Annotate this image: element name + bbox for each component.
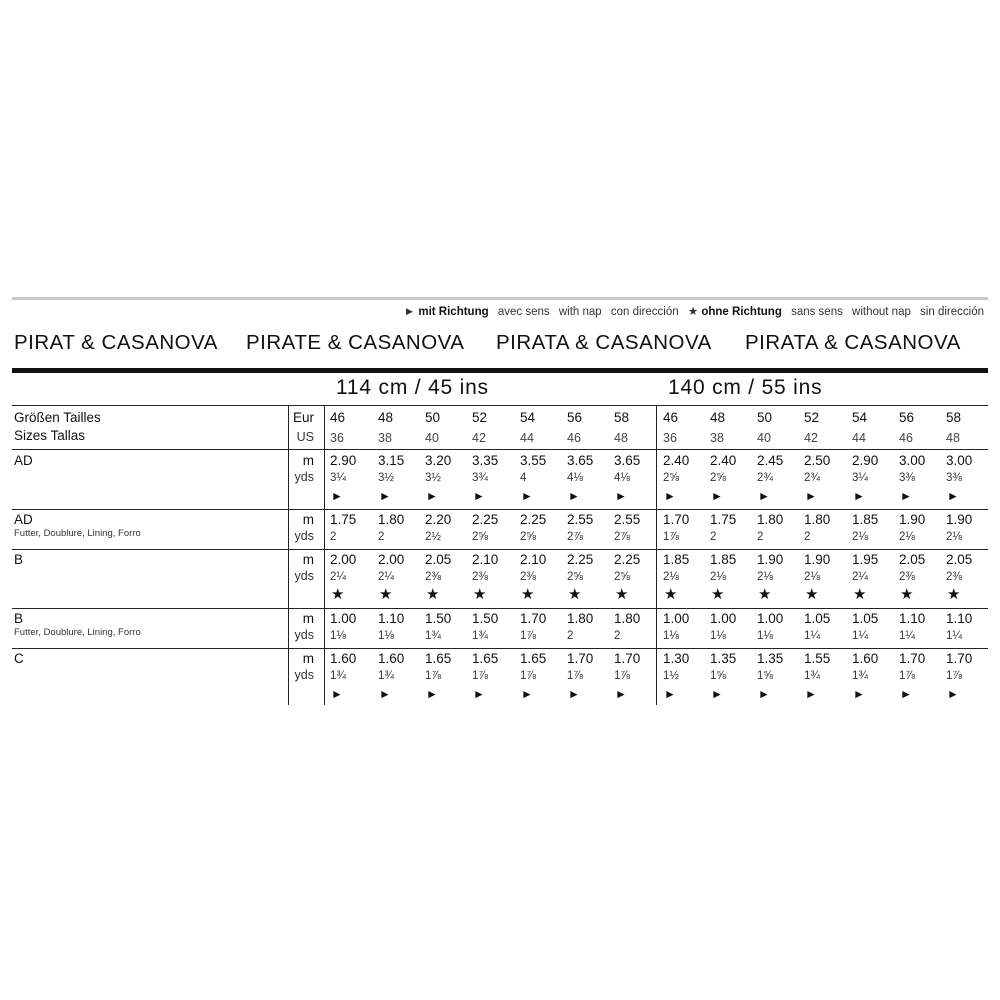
row-label: B: [14, 552, 24, 567]
meters-value: 1.75: [330, 512, 357, 527]
eur-size: 50: [757, 410, 773, 425]
yards-value: 2¼: [330, 571, 346, 583]
meters-value: 1.90: [946, 512, 973, 527]
unit-yds: yds: [294, 470, 314, 484]
eur-size: 54: [520, 410, 536, 425]
without-nap-icon: ★: [711, 586, 725, 603]
with-nap-icon: ►: [331, 687, 343, 701]
unit-yds: yds: [294, 628, 314, 642]
meters-value: 1.65: [472, 651, 499, 666]
yards-value: 2⅝: [614, 571, 630, 583]
unit-m: m: [302, 552, 314, 567]
without-nap-icon: ★: [379, 586, 393, 603]
without-nap-symbol: ★: [687, 306, 699, 318]
without-nap-es: sin dirección: [920, 306, 984, 318]
yards-value: 2⅞: [567, 531, 583, 543]
with-nap-icon: ►: [900, 687, 912, 701]
with-nap-icon: ►: [805, 489, 817, 503]
yards-value: 2: [567, 630, 574, 642]
meters-value: 1.00: [710, 611, 737, 626]
without-nap-en: without nap: [852, 306, 911, 318]
yards-value: 2½: [425, 531, 441, 543]
yards-value: 1⅞: [946, 670, 962, 682]
meters-value: 2.25: [472, 512, 499, 527]
yards-value: 2⅞: [614, 531, 630, 543]
meters-value: 1.10: [946, 611, 973, 626]
with-nap-icon: ►: [426, 687, 438, 701]
meters-value: 2.00: [330, 552, 357, 567]
yards-value: 1½: [663, 670, 679, 682]
yards-value: 2⅛: [946, 531, 962, 543]
yards-value: 1¾: [852, 670, 868, 682]
meters-value: 3.20: [425, 453, 452, 468]
with-nap-icon: ►: [711, 489, 723, 503]
unit-m: m: [302, 453, 314, 468]
yards-value: 2: [757, 531, 764, 543]
meters-value: 3.00: [899, 453, 926, 468]
eur-label: Eur: [292, 410, 314, 425]
yards-value: 1⅛: [378, 630, 394, 642]
meters-value: 2.40: [663, 453, 690, 468]
with-nap-icon: ►: [711, 687, 723, 701]
eur-size: 48: [378, 410, 394, 425]
unit-yds: yds: [294, 569, 314, 583]
yards-value: 1⅞: [520, 670, 536, 682]
meters-value: 3.15: [378, 453, 405, 468]
us-size: 36: [663, 431, 677, 445]
yards-value: 3¼: [330, 472, 346, 484]
eur-size: 48: [710, 410, 726, 425]
meters-value: 2.25: [614, 552, 641, 567]
meters-value: 1.70: [614, 651, 641, 666]
yards-value: 1¾: [330, 670, 346, 682]
yards-value: 1⅞: [425, 670, 441, 682]
meters-value: 1.05: [804, 611, 831, 626]
meters-value: 1.00: [757, 611, 784, 626]
us-size: 48: [946, 431, 960, 445]
eur-size: 52: [472, 410, 488, 425]
meters-value: 1.65: [520, 651, 547, 666]
meters-value: 2.25: [567, 552, 594, 567]
title-it: PIRATA & CASANOVA: [745, 331, 961, 354]
meters-value: 2.45: [757, 453, 784, 468]
yards-value: 1⅞: [520, 630, 536, 642]
meters-value: 3.35: [472, 453, 499, 468]
yards-value: 2⅝: [710, 472, 726, 484]
meters-value: 1.35: [710, 651, 737, 666]
fabric-width-114: 114 cm / 45 ins: [336, 376, 489, 399]
meters-value: 2.05: [425, 552, 452, 567]
yards-value: 4⅛: [614, 472, 630, 484]
row-divider: [12, 608, 988, 609]
meters-value: 2.55: [614, 512, 641, 527]
with-nap-icon: ►: [473, 489, 485, 503]
eur-size: 46: [330, 410, 346, 425]
meters-value: 1.10: [899, 611, 926, 626]
meters-value: 1.80: [567, 611, 594, 626]
row-divider: [12, 648, 988, 649]
yards-value: 4: [520, 472, 527, 484]
fabric-width-divider: [656, 405, 657, 705]
meters-value: 1.30: [663, 651, 690, 666]
us-size: 46: [899, 431, 913, 445]
label-column-divider: [288, 405, 289, 705]
with-nap-icon: ►: [947, 687, 959, 701]
yards-value: 1⅞: [614, 670, 630, 682]
meters-value: 1.50: [472, 611, 499, 626]
yards-value: 1⅝: [757, 670, 773, 682]
meters-value: 3.65: [614, 453, 641, 468]
meters-value: 2.00: [378, 552, 405, 567]
with-nap-icon: ►: [664, 489, 676, 503]
yards-value: 3⅜: [899, 472, 915, 484]
without-nap-icon: ★: [473, 586, 487, 603]
us-size: 38: [378, 431, 392, 445]
with-nap-icon: ►: [568, 489, 580, 503]
with-nap-icon: ►: [758, 489, 770, 503]
with-nap-symbol: ►: [403, 306, 416, 318]
with-nap-icon: ►: [947, 489, 959, 503]
without-nap-icon: ★: [947, 586, 961, 603]
unit-m: m: [302, 611, 314, 626]
size-label-line2: Sizes Tallas: [14, 428, 86, 443]
yards-value: 1¼: [946, 630, 962, 642]
us-size: 48: [614, 431, 628, 445]
eur-size: 58: [614, 410, 630, 425]
meters-value: 2.05: [946, 552, 973, 567]
without-nap-icon: ★: [521, 586, 535, 603]
us-size: 44: [520, 431, 534, 445]
row-label: AD: [14, 512, 33, 527]
us-label: US: [296, 430, 314, 444]
meters-value: 2.10: [472, 552, 499, 567]
meters-value: 1.80: [804, 512, 831, 527]
meters-value: 1.05: [852, 611, 879, 626]
meters-value: 1.85: [663, 552, 690, 567]
with-nap-icon: ►: [426, 489, 438, 503]
row-divider: [12, 509, 988, 510]
without-nap-icon: ★: [805, 586, 819, 603]
with-nap-icon: ►: [331, 489, 343, 503]
yards-value: 1¾: [804, 670, 820, 682]
with-nap-es: con dirección: [610, 306, 679, 318]
without-nap-de: ohne Richtung: [701, 306, 782, 318]
meters-value: 1.60: [852, 651, 879, 666]
without-nap-icon: ★: [900, 586, 914, 603]
meters-value: 1.70: [663, 512, 690, 527]
yards-value: 2: [804, 531, 811, 543]
meters-value: 1.35: [757, 651, 784, 666]
meters-value: 1.80: [614, 611, 641, 626]
yards-value: 2⅝: [663, 472, 679, 484]
with-nap-en: with nap: [558, 306, 602, 318]
yards-value: 2: [614, 630, 621, 642]
meters-value: 1.00: [330, 611, 357, 626]
yards-value: 2¾: [757, 472, 773, 484]
yards-value: 1⅛: [330, 630, 346, 642]
yards-value: 2⅜: [520, 571, 536, 583]
us-size: 46: [567, 431, 581, 445]
yards-value: 2⅛: [663, 571, 679, 583]
with-nap-icon: ►: [805, 687, 817, 701]
fabric-width-140: 140 cm / 55 ins: [668, 376, 823, 399]
yards-value: 2⅛: [804, 571, 820, 583]
without-nap-icon: ★: [758, 586, 772, 603]
yards-value: 2⅛: [852, 531, 868, 543]
yards-value: 1⅝: [710, 670, 726, 682]
header-bottom-line: [12, 449, 988, 450]
meters-value: 1.50: [425, 611, 452, 626]
yards-value: 2⅜: [425, 571, 441, 583]
row-label: AD: [14, 453, 33, 468]
row-sublabel: Futter, Doublure, Lining, Forro: [14, 528, 141, 539]
yards-value: 1⅞: [663, 531, 679, 543]
yards-value: 2⅜: [946, 571, 962, 583]
without-nap-icon: ★: [664, 586, 678, 603]
meters-value: 1.90: [899, 512, 926, 527]
meters-value: 1.70: [946, 651, 973, 666]
meters-value: 1.55: [804, 651, 831, 666]
us-size: 44: [852, 431, 866, 445]
yards-value: 1¾: [472, 630, 488, 642]
meters-value: 1.80: [378, 512, 405, 527]
title-es: PIRATA & CASANOVA: [496, 331, 712, 354]
row-divider: [12, 549, 988, 550]
meters-value: 1.00: [663, 611, 690, 626]
eur-size: 56: [899, 410, 915, 425]
with-nap-icon: ►: [379, 489, 391, 503]
with-nap-fr: avec sens: [497, 306, 550, 318]
meters-value: 1.85: [852, 512, 879, 527]
yards-value: 3½: [378, 472, 394, 484]
meters-value: 1.95: [852, 552, 879, 567]
with-nap-icon: ►: [521, 687, 533, 701]
unit-yds: yds: [294, 668, 314, 682]
meters-value: 1.60: [330, 651, 357, 666]
top-rule: [12, 297, 988, 300]
unit-column-divider: [324, 405, 325, 705]
yards-value: 1⅛: [710, 630, 726, 642]
meters-value: 2.20: [425, 512, 452, 527]
yards-value: 3¾: [472, 472, 488, 484]
yards-value: 3¼: [852, 472, 868, 484]
us-size: 38: [710, 431, 724, 445]
yards-value: 2⅜: [472, 571, 488, 583]
meters-value: 3.55: [520, 453, 547, 468]
meters-value: 2.90: [330, 453, 357, 468]
meters-value: 1.75: [710, 512, 737, 527]
meters-value: 2.10: [520, 552, 547, 567]
yards-value: 2: [710, 531, 717, 543]
yards-value: 2⅛: [899, 531, 915, 543]
us-size: 42: [804, 431, 818, 445]
yards-value: 2⅜: [899, 571, 915, 583]
meters-value: 3.00: [946, 453, 973, 468]
meters-value: 1.80: [757, 512, 784, 527]
without-nap-icon: ★: [853, 586, 867, 603]
with-nap-icon: ►: [521, 489, 533, 503]
with-nap-icon: ►: [758, 687, 770, 701]
meters-value: 2.55: [567, 512, 594, 527]
meters-value: 1.70: [520, 611, 547, 626]
with-nap-icon: ►: [568, 687, 580, 701]
yards-value: 1⅞: [472, 670, 488, 682]
without-nap-fr: sans sens: [791, 306, 843, 318]
yards-value: 1⅞: [567, 670, 583, 682]
yards-value: 1¾: [378, 670, 394, 682]
meters-value: 2.05: [899, 552, 926, 567]
meters-value: 1.85: [710, 552, 737, 567]
yards-value: 2⅝: [567, 571, 583, 583]
yards-value: 2¼: [378, 571, 394, 583]
yards-value: 2: [330, 531, 337, 543]
with-nap-icon: ►: [473, 687, 485, 701]
yards-value: 4⅛: [567, 472, 583, 484]
yards-value: 1¼: [899, 630, 915, 642]
meters-value: 1.70: [899, 651, 926, 666]
us-size: 42: [472, 431, 486, 445]
yards-value: 2⅝: [472, 531, 488, 543]
with-nap-icon: ►: [615, 687, 627, 701]
yards-value: 1¾: [425, 630, 441, 642]
meters-value: 2.25: [520, 512, 547, 527]
size-label-line1: Größen Tailles: [14, 410, 101, 425]
with-nap-icon: ►: [900, 489, 912, 503]
row-label: C: [14, 651, 24, 666]
yards-value: 2: [378, 531, 385, 543]
yards-value: 3½: [425, 472, 441, 484]
meters-value: 1.65: [425, 651, 452, 666]
meters-value: 3.65: [567, 453, 594, 468]
meters-value: 1.90: [757, 552, 784, 567]
yards-value: 2⅝: [520, 531, 536, 543]
grid-top-line: [12, 405, 988, 406]
eur-size: 50: [425, 410, 441, 425]
yards-value: 2¼: [852, 571, 868, 583]
yards-value: 2¾: [804, 472, 820, 484]
meters-value: 1.90: [804, 552, 831, 567]
eur-size: 54: [852, 410, 868, 425]
without-nap-icon: ★: [568, 586, 582, 603]
yards-value: 1⅞: [899, 670, 915, 682]
title-rule: [12, 368, 988, 373]
with-nap-icon: ►: [853, 489, 865, 503]
yards-value: 1¼: [852, 630, 868, 642]
us-size: 40: [425, 431, 439, 445]
title-fr: PIRATE & CASANOVA: [246, 331, 465, 354]
row-label: B: [14, 611, 24, 626]
with-nap-icon: ►: [664, 687, 676, 701]
yards-value: 3⅜: [946, 472, 962, 484]
meters-value: 1.70: [567, 651, 594, 666]
eur-size: 46: [663, 410, 679, 425]
without-nap-icon: ★: [615, 586, 629, 603]
without-nap-icon: ★: [331, 586, 345, 603]
us-size: 40: [757, 431, 771, 445]
unit-m: m: [302, 512, 314, 527]
us-size: 36: [330, 431, 344, 445]
with-nap-de: mit Richtung: [418, 306, 489, 318]
with-nap-icon: ►: [379, 687, 391, 701]
yards-value: 1¼: [804, 630, 820, 642]
yards-value: 1⅛: [757, 630, 773, 642]
yards-value: 1⅛: [663, 630, 679, 642]
yards-value: 2⅛: [757, 571, 773, 583]
unit-yds: yds: [294, 529, 314, 543]
meters-value: 1.60: [378, 651, 405, 666]
unit-m: m: [302, 651, 314, 666]
nap-legend: [0, 304, 988, 318]
with-nap-icon: ►: [615, 489, 627, 503]
meters-value: 2.50: [804, 453, 831, 468]
meters-value: 1.10: [378, 611, 405, 626]
with-nap-icon: ►: [853, 687, 865, 701]
eur-size: 58: [946, 410, 962, 425]
meters-value: 2.90: [852, 453, 879, 468]
eur-size: 52: [804, 410, 820, 425]
eur-size: 56: [567, 410, 583, 425]
title-de: PIRAT & CASANOVA: [14, 331, 218, 354]
yards-value: 2⅛: [710, 571, 726, 583]
row-sublabel: Futter, Doublure, Lining, Forro: [14, 627, 141, 638]
without-nap-icon: ★: [426, 586, 440, 603]
meters-value: 2.40: [710, 453, 737, 468]
